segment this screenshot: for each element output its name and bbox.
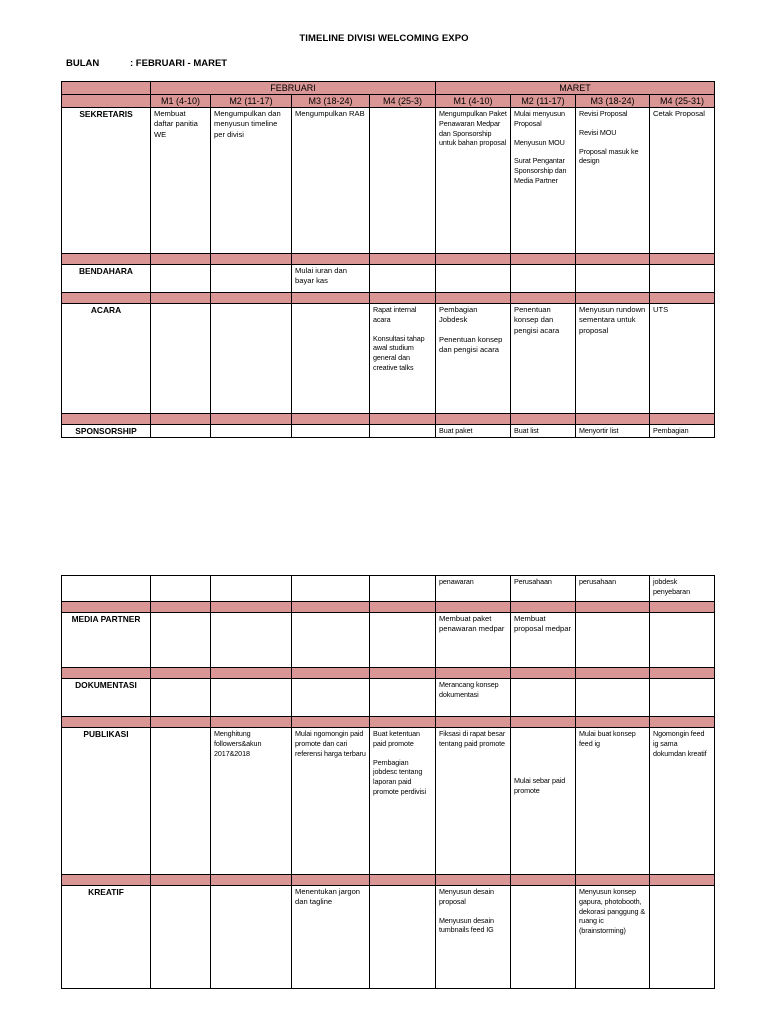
empty-cell [292,425,370,438]
task-item: Menyusun MOU [514,137,565,147]
task-cell: Membuat proposal medpar [511,613,576,668]
timeline-table-part-2 [61,575,715,989]
task-cell: Menyortir list [576,425,650,438]
task-item: Pembagian jobdesc tentang laporan paid promote perdivisi [373,757,427,796]
empty-cell [151,613,211,668]
page-title: TIMELINE DIVISI WELCOMING EXPO [299,33,469,44]
week-mar-m4: M4 (25-31) [650,95,715,108]
task-item: Menyusun desain tumbnails feed IG [439,915,494,935]
week-mar-m1: M1 (4-10) [436,95,511,108]
task-cell: Mengumpulkan dan menyusun timeline per divisi [211,108,292,254]
task-cell: Membuat paket penawaran medpar [436,613,511,668]
month-header-row [62,82,715,95]
task-cell [436,886,511,989]
empty-cell [650,679,715,717]
task-item: Mulai menyusun Proposal [514,109,565,128]
week-feb-m3: M3 (18-24) [292,95,370,108]
task-cell: Mulai buat konsep feed ig [576,728,650,875]
week-header-row [62,95,715,108]
task-item: Rapat internal acara [373,305,417,324]
empty-cell [211,265,292,293]
task-item: Penentuan konsep dan pengisi acara [439,334,503,355]
month-range-label: BULAN [66,58,100,69]
row-acara [62,304,715,414]
empty-cell [211,886,292,989]
header-blank-cell [62,82,151,95]
task-cell [576,108,650,254]
week-feb-m1: M1 (4-10) [151,95,211,108]
empty-cell [370,265,436,293]
empty-cell [576,679,650,717]
empty-cell [370,679,436,717]
header-blank-cell [62,95,151,108]
task-item: Konsultasi tahap awal studium general dan creative talks [373,333,425,372]
task-item: Surat Pengantar Sponsorship dan Media Partner [514,156,567,185]
empty-cell [292,679,370,717]
task-cell: Mengumpulkan RAB [292,108,370,254]
separator-row [62,414,715,425]
division-name: BENDAHARA [62,265,151,293]
task-cell: Penentuan konsep dan pengisi acara [511,304,576,414]
timeline-table-part-1 [61,81,715,438]
task-cell: penawaran [436,576,511,602]
empty-cell [62,576,151,602]
task-cell: Menghitung followers&akun 2017&2018 [211,728,292,875]
row-sekretaris [62,108,715,254]
month-maret: MARET [436,82,715,95]
week-mar-m3: M3 (18-24) [576,95,650,108]
task-cell: Buat paket [436,425,511,438]
empty-cell [292,613,370,668]
task-item: Proposal masuk ke design [579,146,639,166]
empty-cell [151,576,211,602]
division-name: KREATIF [62,886,151,989]
empty-cell [370,425,436,438]
month-range-value: : FEBRUARI - MARET [130,58,228,69]
task-item: Revisi MOU [579,127,617,137]
task-cell [370,728,436,875]
empty-cell [511,679,576,717]
task-cell [370,304,436,414]
task-item: Revisi Proposal [579,109,628,118]
empty-cell [151,679,211,717]
separator-row [62,254,715,265]
separator-row [62,875,715,886]
task-item: Pembagian Jobdesk [439,305,478,325]
separator-row [62,293,715,304]
task-cell: Pembagian [650,425,715,438]
task-cell: perusahaan [576,576,650,602]
task-cell: Mulai iuran dan bayar kas [292,265,370,293]
task-cell: Perusahaan [511,576,576,602]
week-feb-m4: M4 (25-3) [370,95,436,108]
row-sponsorship-continued [62,576,715,602]
empty-cell [151,304,211,414]
task-cell: Mulai ngomongin paid promote dan cari referensi harga terbaru [292,728,370,875]
empty-cell [151,886,211,989]
empty-cell [292,576,370,602]
task-item: Buat ketentuan paid promote [373,729,420,748]
task-cell: Menyusun rundown sementara untuk proposal [576,304,650,414]
month-range-line [66,58,227,69]
task-cell: Fiksasi di rapat besar tentang paid promote [436,728,511,875]
empty-cell [576,265,650,293]
division-name: SPONSORSHIP [62,425,151,438]
empty-cell [650,265,715,293]
empty-cell [151,265,211,293]
division-name: PUBLIKASI [62,728,151,875]
division-name: MEDIA PARTNER [62,613,151,668]
empty-cell [370,576,436,602]
empty-cell [211,679,292,717]
empty-cell [370,108,436,254]
division-name: SEKRETARIS [62,108,151,254]
week-mar-m2: M2 (11-17) [511,95,576,108]
row-publikasi [62,728,715,875]
row-bendahara [62,265,715,293]
empty-cell [211,304,292,414]
task-cell: Buat list [511,425,576,438]
empty-cell [650,613,715,668]
empty-cell [370,886,436,989]
empty-cell [511,886,576,989]
week-feb-m2: M2 (11-17) [211,95,292,108]
task-cell: Menyusun konsep gapura, photobooth, dekorasi panggung & ruang ic (brainstorming) [576,886,650,989]
task-cell: Mengumpulkan Paket Penawaran Medpar dan Sponsorship untuk bahan proposal [436,108,511,254]
task-cell: Menentukan jargon dan tagline [292,886,370,989]
separator-row [62,602,715,613]
empty-cell [151,425,211,438]
empty-cell [370,613,436,668]
row-kreatif [62,886,715,989]
empty-cell [151,728,211,875]
empty-cell [511,265,576,293]
task-cell [511,108,576,254]
task-cell: Membuat daftar panitia WE [151,108,211,254]
empty-cell [576,613,650,668]
task-cell: Cetak Proposal [650,108,715,254]
task-cell: jobdesk penyebaran [650,576,715,602]
empty-cell [211,425,292,438]
separator-row [62,668,715,679]
empty-cell [211,613,292,668]
empty-cell [650,886,715,989]
task-cell: Ngomongin feed ig sama dokumdan kreatif [650,728,715,875]
task-cell: UTS [650,304,715,414]
division-name: DOKUMENTASI [62,679,151,717]
row-dokumentasi [62,679,715,717]
empty-cell [211,576,292,602]
division-name: ACARA [62,304,151,414]
row-sponsorship [62,425,715,438]
separator-row [62,717,715,728]
empty-cell [292,304,370,414]
month-februari: FEBRUARI [151,82,436,95]
row-media-partner [62,613,715,668]
task-cell: Merancang konsep dokumentasi [436,679,511,717]
task-cell: Mulai sebar paid promote [511,728,576,875]
empty-cell [436,265,511,293]
task-cell [436,304,511,414]
task-item: Menyusun desain proposal [439,887,494,906]
